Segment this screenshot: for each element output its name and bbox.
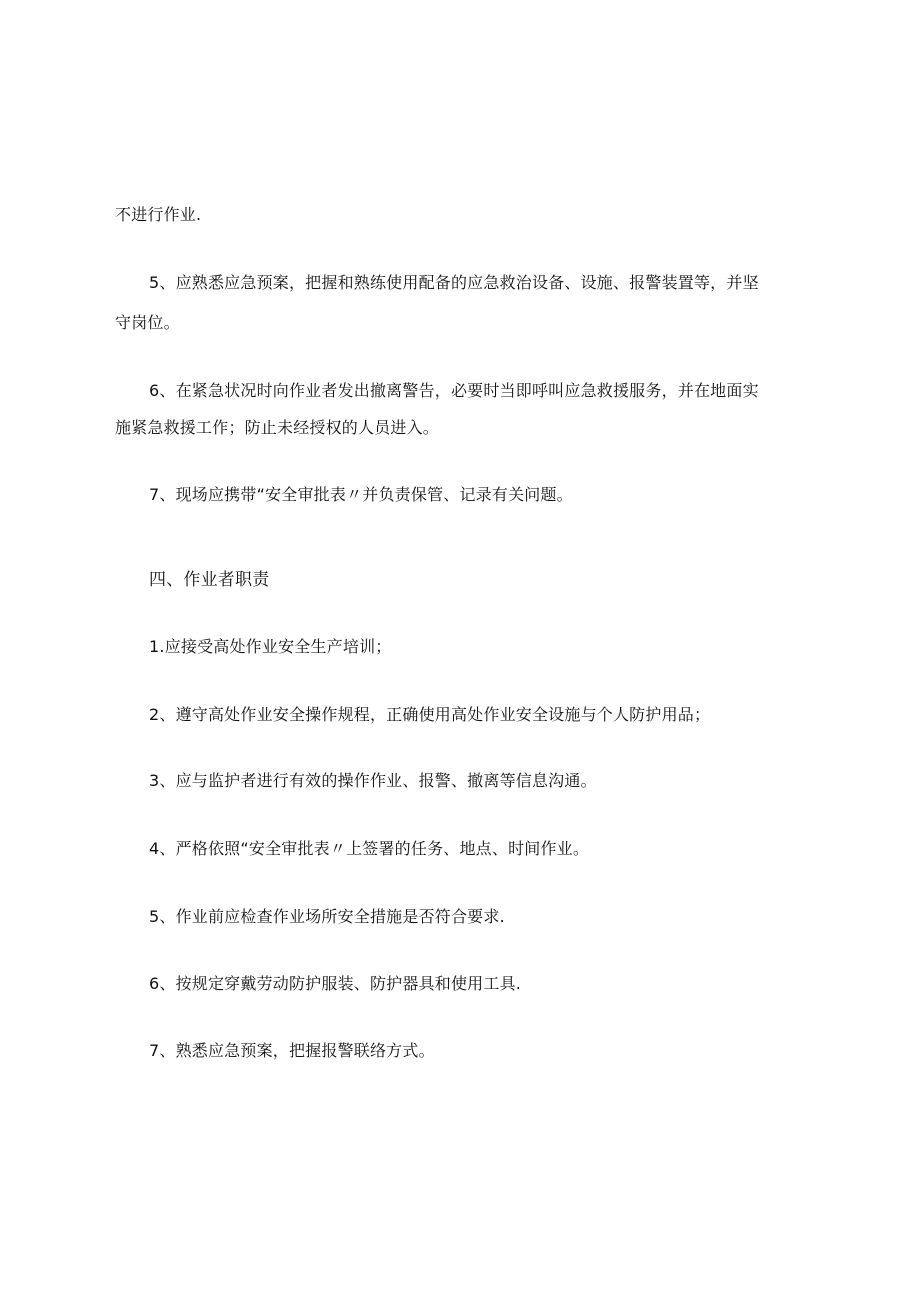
worker-item-6: 6、按规定穿戴劳动防护服装、防护器具和使用工具. (149, 974, 522, 993)
continuation-line: 不进行作业. (115, 205, 202, 224)
monitor-item-7: 7、现场应携带“安全审批表〃并负责保管、记录有关问题。 (149, 485, 573, 504)
worker-item-1: 1.应接受高处作业安全生产培训； (149, 637, 392, 656)
monitor-item-6-line1: 6、在紧急状况时向作业者发出撤离警告，必要时当即呼叫应急救援服务，并在地面实 (149, 381, 759, 400)
section-heading: 四、作业者职责 (149, 570, 270, 590)
worker-item-3: 3、应与监护者进行有效的操作作业、报警、撤离等信息沟通。 (149, 771, 597, 790)
worker-item-4: 4、严格依照“安全审批表〃上签署的任务、地点、时间作业。 (149, 839, 590, 858)
monitor-item-6-line2: 施紧急救援工作；防止未经授权的人员进入。 (115, 418, 440, 437)
worker-item-5: 5、作业前应检查作业场所安全措施是否符合要求. (149, 907, 505, 926)
worker-item-2: 2、遵守高处作业安全操作规程，正确使用高处作业安全设施与个人防护用品； (149, 705, 711, 724)
monitor-item-5-line2: 守岗位。 (115, 313, 180, 332)
monitor-item-5-line1: 5、应熟悉应急预案，把握和熟练使用配备的应急救治设备、设施、报警装置等，并坚 (149, 273, 759, 292)
worker-item-7: 7、熟悉应急预案，把握报警联络方式。 (149, 1041, 435, 1060)
